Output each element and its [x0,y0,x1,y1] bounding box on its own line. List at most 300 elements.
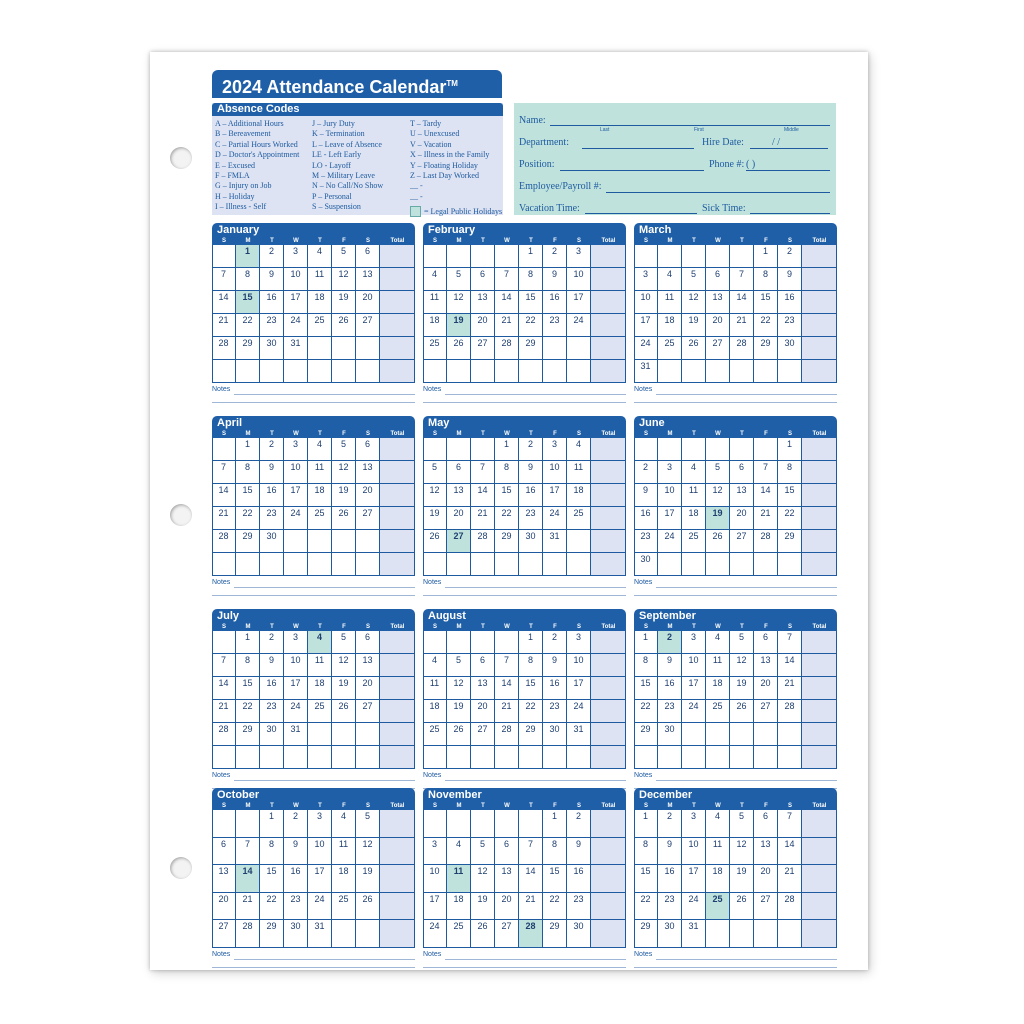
day-cell[interactable] [447,723,471,746]
day-cell[interactable] [754,631,778,654]
day-cell[interactable] [471,723,495,746]
day-cell[interactable] [543,314,567,337]
empty-day-cell[interactable] [519,810,543,838]
day-cell[interactable] [260,245,284,268]
empty-day-cell[interactable] [308,723,332,746]
day-cell[interactable] [356,865,380,893]
day-cell[interactable] [730,314,754,337]
empty-day-cell[interactable] [332,530,356,553]
empty-day-cell[interactable] [471,360,495,383]
day-cell[interactable] [423,677,447,700]
day-cell[interactable] [495,461,519,484]
day-cell[interactable] [236,893,260,921]
day-cell[interactable] [495,268,519,291]
day-cell[interactable] [236,268,260,291]
day-cell[interactable] [706,838,730,866]
week-total-cell[interactable] [380,631,415,654]
week-total-cell[interactable] [802,360,837,383]
day-cell[interactable] [356,314,380,337]
day-cell[interactable] [543,484,567,507]
empty-day-cell[interactable] [423,438,447,461]
notes-line[interactable] [234,959,415,960]
day-cell[interactable] [260,654,284,677]
day-cell[interactable] [634,507,658,530]
day-cell[interactable] [423,268,447,291]
week-total-cell[interactable] [380,810,415,838]
day-cell[interactable] [682,700,706,723]
notes-line[interactable] [423,595,626,596]
week-total-cell[interactable] [591,677,626,700]
day-cell[interactable] [308,920,332,948]
empty-day-cell[interactable] [308,553,332,576]
day-cell[interactable] [706,631,730,654]
week-total-cell[interactable] [380,677,415,700]
day-cell[interactable] [658,865,682,893]
empty-day-cell[interactable] [706,723,730,746]
empty-day-cell[interactable] [356,530,380,553]
day-cell[interactable] [658,838,682,866]
week-total-cell[interactable] [802,893,837,921]
day-cell[interactable] [634,530,658,553]
day-cell[interactable] [658,507,682,530]
empty-day-cell[interactable] [471,438,495,461]
day-cell[interactable] [682,631,706,654]
empty-day-cell[interactable] [519,746,543,769]
name-field[interactable] [550,125,830,126]
notes-line[interactable] [445,780,626,781]
week-total-cell[interactable] [380,291,415,314]
week-total-cell[interactable] [802,438,837,461]
day-cell[interactable] [236,677,260,700]
empty-day-cell[interactable] [543,746,567,769]
day-cell[interactable] [543,461,567,484]
week-total-cell[interactable] [802,631,837,654]
day-cell[interactable] [519,337,543,360]
empty-day-cell[interactable] [423,631,447,654]
day-cell[interactable] [730,461,754,484]
day-cell[interactable] [754,268,778,291]
week-total-cell[interactable] [380,723,415,746]
empty-day-cell[interactable] [332,723,356,746]
week-total-cell[interactable] [591,631,626,654]
day-cell[interactable] [332,245,356,268]
day-cell[interactable] [308,438,332,461]
day-cell[interactable] [778,291,802,314]
empty-day-cell[interactable] [543,337,567,360]
day-cell[interactable] [447,654,471,677]
day-cell[interactable] [423,484,447,507]
week-total-cell[interactable] [380,268,415,291]
day-cell[interactable] [567,314,591,337]
day-cell[interactable] [682,893,706,921]
day-cell[interactable] [567,461,591,484]
day-cell[interactable] [447,337,471,360]
day-cell[interactable] [236,865,260,893]
day-cell[interactable] [567,484,591,507]
week-total-cell[interactable] [380,461,415,484]
day-cell[interactable] [260,314,284,337]
day-cell[interactable] [423,314,447,337]
empty-day-cell[interactable] [706,360,730,383]
day-cell[interactable] [356,654,380,677]
day-cell[interactable] [332,268,356,291]
day-cell[interactable] [423,700,447,723]
day-cell[interactable] [519,677,543,700]
day-cell[interactable] [308,484,332,507]
empty-day-cell[interactable] [471,746,495,769]
empty-day-cell[interactable] [356,337,380,360]
day-cell[interactable] [212,654,236,677]
day-cell[interactable] [519,654,543,677]
empty-day-cell[interactable] [447,746,471,769]
empty-day-cell[interactable] [730,746,754,769]
notes-line[interactable] [634,595,837,596]
empty-day-cell[interactable] [706,553,730,576]
day-cell[interactable] [260,461,284,484]
day-cell[interactable] [730,677,754,700]
day-cell[interactable] [730,893,754,921]
week-total-cell[interactable] [591,530,626,553]
week-total-cell[interactable] [591,337,626,360]
week-total-cell[interactable] [802,245,837,268]
day-cell[interactable] [778,314,802,337]
empty-day-cell[interactable] [356,746,380,769]
empty-day-cell[interactable] [730,920,754,948]
day-cell[interactable] [212,700,236,723]
week-total-cell[interactable] [802,461,837,484]
day-cell[interactable] [495,291,519,314]
day-cell[interactable] [778,677,802,700]
day-cell[interactable] [356,677,380,700]
day-cell[interactable] [471,865,495,893]
empty-day-cell[interactable] [212,360,236,383]
week-total-cell[interactable] [591,893,626,921]
day-cell[interactable] [495,920,519,948]
day-cell[interactable] [754,337,778,360]
day-cell[interactable] [567,507,591,530]
day-cell[interactable] [682,838,706,866]
day-cell[interactable] [519,631,543,654]
day-cell[interactable] [308,314,332,337]
day-cell[interactable] [423,920,447,948]
week-total-cell[interactable] [380,746,415,769]
day-cell[interactable] [519,438,543,461]
empty-day-cell[interactable] [778,920,802,948]
day-cell[interactable] [778,893,802,921]
empty-day-cell[interactable] [447,245,471,268]
day-cell[interactable] [706,461,730,484]
day-cell[interactable] [706,810,730,838]
day-cell[interactable] [754,291,778,314]
week-total-cell[interactable] [802,654,837,677]
day-cell[interactable] [682,268,706,291]
day-cell[interactable] [308,810,332,838]
day-cell[interactable] [543,865,567,893]
notes-line[interactable] [656,780,837,781]
day-cell[interactable] [284,865,308,893]
day-cell[interactable] [658,723,682,746]
empty-day-cell[interactable] [260,553,284,576]
day-cell[interactable] [356,461,380,484]
notes-line[interactable] [445,394,626,395]
day-cell[interactable] [543,654,567,677]
day-cell[interactable] [567,654,591,677]
empty-day-cell[interactable] [495,553,519,576]
day-cell[interactable] [754,810,778,838]
empty-day-cell[interactable] [332,553,356,576]
day-cell[interactable] [778,654,802,677]
empty-day-cell[interactable] [778,360,802,383]
day-cell[interactable] [471,654,495,677]
empty-day-cell[interactable] [778,723,802,746]
day-cell[interactable] [471,314,495,337]
day-cell[interactable] [260,438,284,461]
empty-day-cell[interactable] [236,746,260,769]
day-cell[interactable] [447,838,471,866]
day-cell[interactable] [447,291,471,314]
empty-day-cell[interactable] [284,530,308,553]
day-cell[interactable] [730,484,754,507]
day-cell[interactable] [423,530,447,553]
day-cell[interactable] [658,314,682,337]
notes-line[interactable] [423,402,626,403]
day-cell[interactable] [236,838,260,866]
day-cell[interactable] [706,314,730,337]
day-cell[interactable] [284,810,308,838]
day-cell[interactable] [730,838,754,866]
notes-line[interactable] [634,967,837,968]
empty-day-cell[interactable] [212,438,236,461]
empty-day-cell[interactable] [356,360,380,383]
empty-day-cell[interactable] [308,746,332,769]
empty-day-cell[interactable] [754,438,778,461]
day-cell[interactable] [634,291,658,314]
day-cell[interactable] [284,245,308,268]
day-cell[interactable] [284,484,308,507]
day-cell[interactable] [423,654,447,677]
empty-day-cell[interactable] [423,245,447,268]
day-cell[interactable] [706,507,730,530]
empty-day-cell[interactable] [682,245,706,268]
week-total-cell[interactable] [591,360,626,383]
week-total-cell[interactable] [802,268,837,291]
day-cell[interactable] [260,507,284,530]
empty-day-cell[interactable] [471,810,495,838]
day-cell[interactable] [356,484,380,507]
week-total-cell[interactable] [380,920,415,948]
empty-day-cell[interactable] [447,553,471,576]
day-cell[interactable] [658,920,682,948]
week-total-cell[interactable] [591,746,626,769]
day-cell[interactable] [471,838,495,866]
empty-day-cell[interactable] [682,746,706,769]
empty-day-cell[interactable] [308,337,332,360]
empty-day-cell[interactable] [754,746,778,769]
day-cell[interactable] [356,700,380,723]
empty-day-cell[interactable] [730,723,754,746]
day-cell[interactable] [634,920,658,948]
empty-day-cell[interactable] [284,553,308,576]
empty-day-cell[interactable] [682,723,706,746]
day-cell[interactable] [634,810,658,838]
day-cell[interactable] [682,314,706,337]
week-total-cell[interactable] [380,553,415,576]
day-cell[interactable] [284,438,308,461]
day-cell[interactable] [495,654,519,677]
employee-payroll-field[interactable] [606,192,830,193]
empty-day-cell[interactable] [471,631,495,654]
day-cell[interactable] [260,893,284,921]
day-cell[interactable] [308,654,332,677]
day-cell[interactable] [260,484,284,507]
week-total-cell[interactable] [802,530,837,553]
day-cell[interactable] [212,268,236,291]
day-cell[interactable] [658,337,682,360]
day-cell[interactable] [332,893,356,921]
empty-day-cell[interactable] [567,553,591,576]
day-cell[interactable] [730,865,754,893]
day-cell[interactable] [778,838,802,866]
day-cell[interactable] [447,507,471,530]
week-total-cell[interactable] [802,337,837,360]
day-cell[interactable] [212,920,236,948]
position-field[interactable] [560,170,704,171]
day-cell[interactable] [519,920,543,948]
day-cell[interactable] [447,484,471,507]
day-cell[interactable] [332,507,356,530]
day-cell[interactable] [682,865,706,893]
day-cell[interactable] [212,723,236,746]
day-cell[interactable] [754,838,778,866]
day-cell[interactable] [754,461,778,484]
empty-day-cell[interactable] [543,360,567,383]
notes-line[interactable] [445,959,626,960]
day-cell[interactable] [447,700,471,723]
day-cell[interactable] [706,484,730,507]
day-cell[interactable] [447,268,471,291]
week-total-cell[interactable] [591,838,626,866]
week-total-cell[interactable] [380,893,415,921]
vacation-time-field[interactable] [585,213,697,214]
day-cell[interactable] [332,865,356,893]
notes-line[interactable] [212,402,415,403]
day-cell[interactable] [471,291,495,314]
day-cell[interactable] [634,838,658,866]
week-total-cell[interactable] [802,291,837,314]
week-total-cell[interactable] [591,484,626,507]
week-total-cell[interactable] [380,654,415,677]
day-cell[interactable] [730,631,754,654]
day-cell[interactable] [284,631,308,654]
day-cell[interactable] [236,700,260,723]
week-total-cell[interactable] [591,291,626,314]
empty-day-cell[interactable] [495,746,519,769]
day-cell[interactable] [778,700,802,723]
day-cell[interactable] [754,700,778,723]
empty-day-cell[interactable] [730,438,754,461]
department-field[interactable] [582,148,694,149]
day-cell[interactable] [543,920,567,948]
empty-day-cell[interactable] [332,920,356,948]
day-cell[interactable] [284,838,308,866]
day-cell[interactable] [284,314,308,337]
week-total-cell[interactable] [380,314,415,337]
empty-day-cell[interactable] [332,746,356,769]
day-cell[interactable] [356,893,380,921]
day-cell[interactable] [730,507,754,530]
day-cell[interactable] [284,723,308,746]
day-cell[interactable] [212,507,236,530]
day-cell[interactable] [519,530,543,553]
day-cell[interactable] [519,245,543,268]
day-cell[interactable] [634,700,658,723]
week-total-cell[interactable] [802,746,837,769]
day-cell[interactable] [471,484,495,507]
day-cell[interactable] [706,700,730,723]
day-cell[interactable] [423,461,447,484]
day-cell[interactable] [260,268,284,291]
week-total-cell[interactable] [802,314,837,337]
empty-day-cell[interactable] [519,553,543,576]
day-cell[interactable] [356,810,380,838]
day-cell[interactable] [754,530,778,553]
day-cell[interactable] [495,507,519,530]
day-cell[interactable] [519,893,543,921]
day-cell[interactable] [471,507,495,530]
day-cell[interactable] [284,507,308,530]
week-total-cell[interactable] [380,865,415,893]
day-cell[interactable] [236,484,260,507]
day-cell[interactable] [730,700,754,723]
day-cell[interactable] [332,438,356,461]
day-cell[interactable] [567,700,591,723]
day-cell[interactable] [308,245,332,268]
empty-day-cell[interactable] [212,631,236,654]
day-cell[interactable] [519,865,543,893]
empty-day-cell[interactable] [356,553,380,576]
day-cell[interactable] [658,530,682,553]
day-cell[interactable] [567,893,591,921]
day-cell[interactable] [519,838,543,866]
empty-day-cell[interactable] [236,553,260,576]
notes-line[interactable] [212,595,415,596]
day-cell[interactable] [260,677,284,700]
day-cell[interactable] [212,865,236,893]
day-cell[interactable] [658,893,682,921]
day-cell[interactable] [447,893,471,921]
day-cell[interactable] [495,337,519,360]
empty-day-cell[interactable] [754,920,778,948]
empty-day-cell[interactable] [284,360,308,383]
day-cell[interactable] [658,700,682,723]
day-cell[interactable] [543,438,567,461]
day-cell[interactable] [543,507,567,530]
day-cell[interactable] [754,484,778,507]
empty-day-cell[interactable] [447,631,471,654]
day-cell[interactable] [236,530,260,553]
day-cell[interactable] [284,700,308,723]
week-total-cell[interactable] [591,245,626,268]
day-cell[interactable] [543,723,567,746]
day-cell[interactable] [543,631,567,654]
day-cell[interactable] [284,677,308,700]
day-cell[interactable] [332,677,356,700]
empty-day-cell[interactable] [212,746,236,769]
day-cell[interactable] [778,810,802,838]
day-cell[interactable] [778,438,802,461]
week-total-cell[interactable] [591,723,626,746]
day-cell[interactable] [754,677,778,700]
